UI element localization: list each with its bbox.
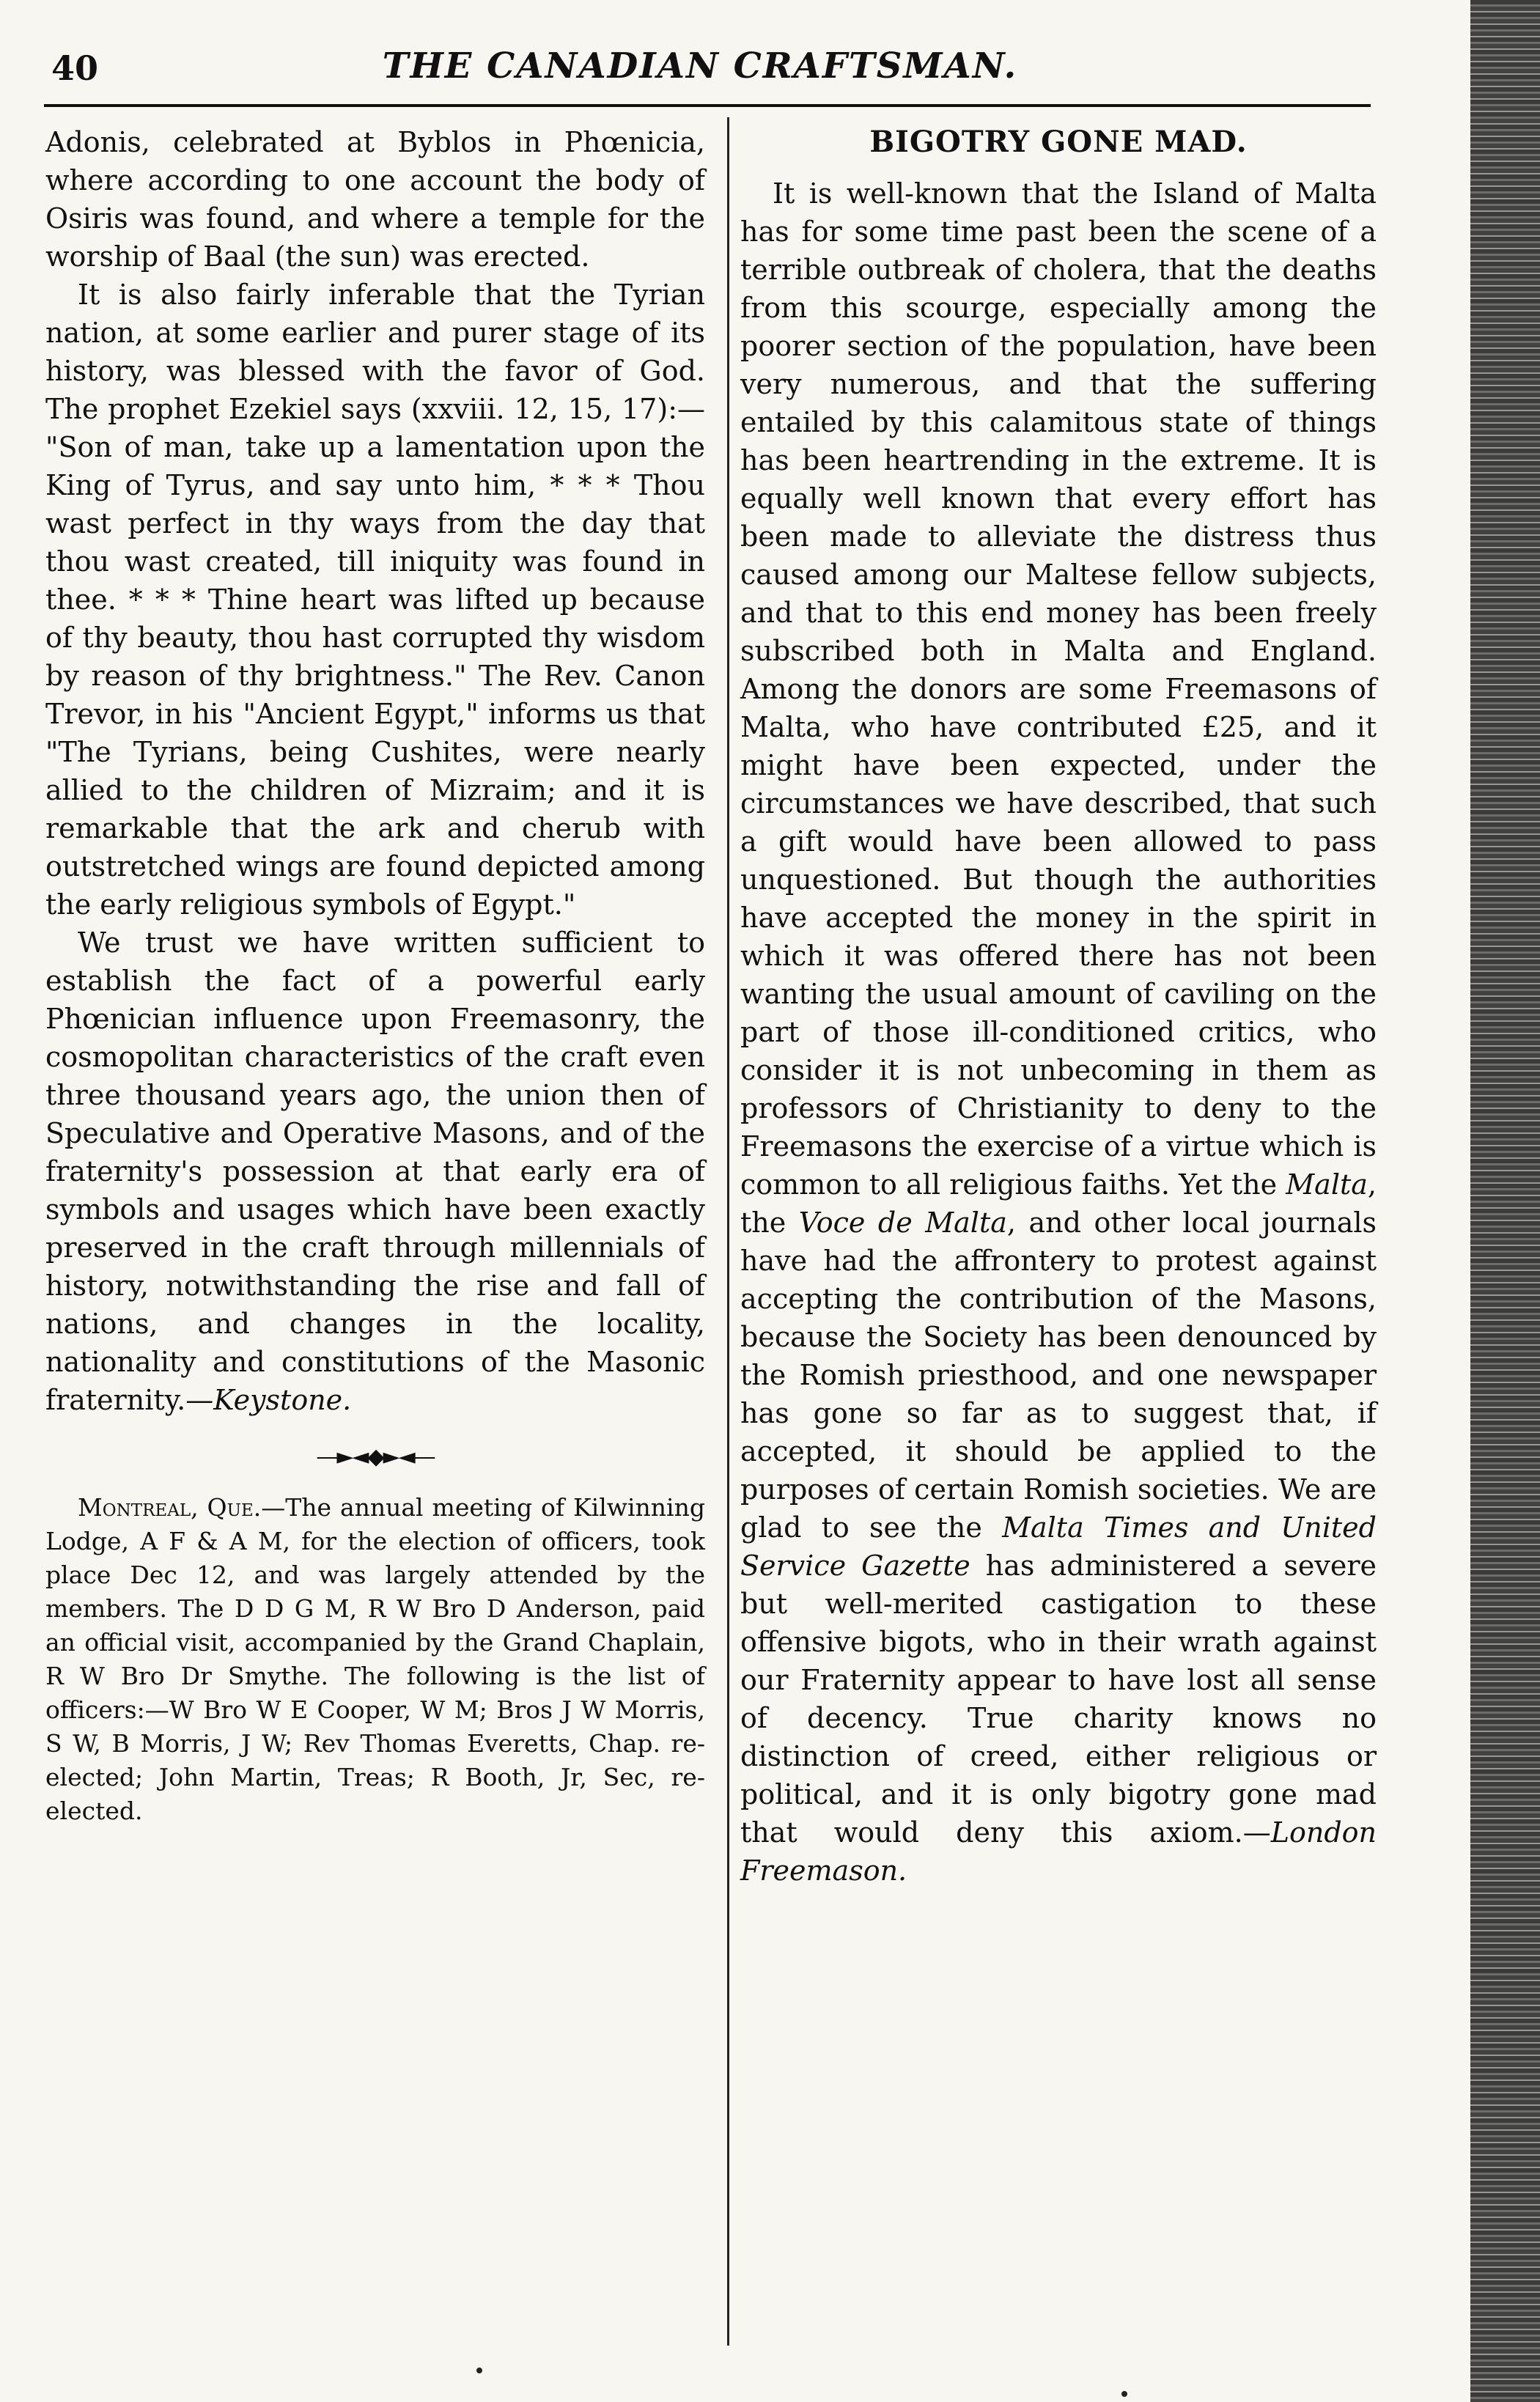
notice-text: —The annual meeting of Kilwinning Lodge, A F & A M, for the election of officers, took place Dec 12, and was largely attended by the members. The D D G M, R W Bro D Anderson, paid an official visit, accompanied by the Grand Chaplain, R W Bro Dr Smythe. The following is the list of officers:—W Bro W E Cooper, W M; Bros J W Morris, S W, B Morris, J W; Rev Thomas Everetts, Chap. re-elected; John Martin, Treas; R Booth, Jr, Sec, re-elected. [45, 1493, 705, 1825]
body-text: has administered a severe but well-merited castigation to these offensive bigots, who in their wrath against our Fraternity appear to have lost all sense of decency. True charity knows no distinction of creed, either religious or political, and it is only bigotry gone mad that would deny this axiom.— [740, 1550, 1377, 1849]
scan-edge-strip [1470, 0, 1540, 2402]
ink-speck [476, 2368, 482, 2373]
article-paragraph: It is also fairly inferable that the Tyrian nation, at some earlier and purer stage of its history, was blessed with the favor of God. The prophet Ezekiel says (xxviii. 12, 15, 17):— "Son of man, take up a lamentation upon the King of Tyrus, and say unto him, * * * Thou wast perfect in thy ways from the day that thou wast created, till iniquity was found in thee. * * * Thine heart was lifted up because of thy beauty, thou hast corrupted thy wisdom by reason of thy brightness." The Rev. Canon Trevor, in his "Ancient Egypt," informs us that "The Tyrians, being Cushites, were nearly allied to the children of Mizraim; and it is remarkable that the ark and cherub with outstretched wings are found depicted among the early religious symbols of Egypt." [45, 279, 705, 921]
body-text: , and other local journals have had the affrontery to protest against accepting the contribution of the Masons, because the Society has been denounced by the Romish priesthood, and one newspaper has gone so far as to suggest that, if accepted, it should be applied to the purposes of certain Romish societies. We are glad to see the [740, 1206, 1377, 1544]
article-paragraph: Adonis, celebrated at Byblos in Phœnicia, where according to one account the body of Osiris was found, and where a temple for the worship of Baal (the sun) was erected. [45, 126, 705, 273]
ink-speck [1121, 2391, 1127, 2397]
section-ornament: —►◄◆►◄— [316, 1444, 435, 1470]
publication-name: Malta Times and United Service Gazette [740, 1511, 1377, 1582]
article-closing-paragraph [45, 924, 705, 1419]
notice-place: Montreal, Que. [78, 1493, 262, 1522]
body-text: It is well-known that the Island of Malta has for some time past been the scene of a terrible outbreak of cholera, that the deaths from this scourge, especially among the poorer section of the population, have been very numerous, and that the suffering entailed by this calamitous state of things has been heartrending in the extreme. It is equally well known that every effort has been made to alleviate the distress thus caused among our Maltese fellow subjects, and that to this end money has been freely subscribed both in Malta and England. Among the donors are some Freemasons of Malta, who have contributed £25, and it might have been expected, under the circumstances we have described, that such a gift would have been allowed to pass unquestioned. But though the authorities have accepted the money in the spirit in which it was offered there has not been wanting the usual amount of caviling on the part of those ill-conditioned critics, who consider it is not unbecoming in them as professors of Christianity to deny to the Freemasons the exercise of a virtue which is common to all religious faiths. Yet the [740, 177, 1377, 1201]
closing-text: We trust we have written sufficient to establish the fact of a powerful early Phœnician influence upon Freemasonry, the cosmopolitan characteristics of the craft even three thousand years ago, the union then of Speculative and Operative Masons, and of the fraternity's possession at that early era of symbols and usages which have been exactly preserved in the craft through millennials of history, notwithstanding the rise and fall of nations, and changes in the locality, nationality and constitutions of the Masonic fraternity.— [45, 926, 705, 1416]
right-column [740, 123, 1377, 1890]
lodge-notice [45, 1491, 705, 1828]
article-heading: BIGOTRY GONE MAD. [869, 125, 1248, 159]
page-number: 40 [51, 48, 99, 88]
body-text: , the [740, 1168, 1377, 1239]
left-column [45, 123, 705, 1828]
column-divider [727, 117, 729, 2346]
publication-name: Malta [1286, 1168, 1368, 1201]
article-body [740, 174, 1377, 1890]
header-rule [44, 104, 1371, 107]
page-header [29, 29, 1371, 95]
publication-name: Voce de Malta [798, 1206, 1007, 1239]
article-source: London Freemason. [740, 1816, 1377, 1887]
running-title: THE CANADIAN CRAFTSMAN. [382, 45, 1018, 86]
closing-source: Keystone. [213, 1384, 352, 1416]
